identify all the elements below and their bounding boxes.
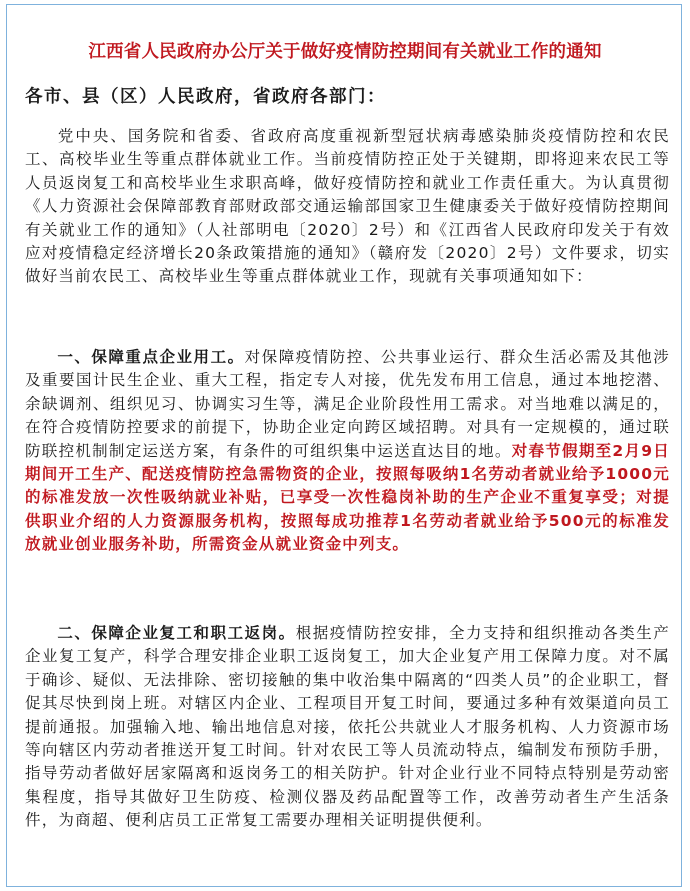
section-1-heading: 一、保障重点企业用工。: [57, 348, 245, 366]
document-title: 江西省人民政府办公厅关于做好疫情防控期间有关就业工作的通知: [88, 42, 602, 62]
section-1-highlight: 对春节假期至2月9日期间开工生产、配送疫情防控急需物资的企业，按照每吸纳1名劳动者就业给予1000元的标准发放一次性吸纳就业补贴，已享受一次性稳岗补助的生产企业不重复享受；对提供职业介绍的人力资源服务机构，按照每成功推荐1名劳动者就业给予500元的标准发放就业创业服务补助，所需资金从就业资金中列支。: [25, 441, 670, 554]
section-2-paragraph: [25, 622, 670, 833]
section-2-body: 根据疫情防控安排，全力支持和组织推动各类生产企业复工复产，科学合理安排企业职工返岗复工，加大企业复产用工保障力度。对不属于确诊、疑似、无法排除、密切接触的集中收治集中隔离的“四类人员”的企业职工，督促其尽快到岗上班。对辖区内企业、工程项目开复工时间，要通过多种有效渠道向员工提前通报。加强输入地、输出地信息对接，依托公共就业人才服务机构、人力资源市场等向辖区内劳动者推送开复工时间。针对农民工等人员流动特点，编制发布预防手册，指导劳动者做好居家隔离和返岗务工的相关防护。针对企业行业不同特点特别是劳动密集程度，指导其做好卫生防疫、检测仪器及药品配置等工作，改善劳动者生产生活条件，为商超、便利店员工正常复工需要办理相关证明提供便利。: [25, 624, 670, 830]
intro-paragraph: [25, 125, 670, 289]
section-2-heading: 二、保障企业复工和职工返岗。: [57, 624, 296, 642]
document-frame: [6, 4, 682, 887]
section-1-body: 对保障疫情防控、公共事业运行、群众生活必需及其他涉及重要国计民生企业、重大工程，指定专人对接，优先发布用工信息，通过本地挖潜、余缺调剂、组织见习、协调实习生等，满足企业阶段性用工需求。对当地难以满足的，在符合疫情防控要求的前提下，协助企业定向跨区域招聘。对具有一定规模的，通过联防联控机制制定运送方案，有条件的可组织集中运送直达目的地。: [25, 348, 670, 460]
intro-text: 党中央、国务院和省委、省政府高度重视新型冠状病毒感染肺炎疫情防控和农民工、高校毕业生等重点群体就业工作。当前疫情防控正处于关键期，即将迎来农民工等人员返岗复工和高校毕业生求职高峰，做好疫情防控和就业工作责任重大。为认真贯彻《人力资源社会保障部教育部财政部交通运输部国家卫生健康委关于做好疫情防控期间有关就业工作的通知》（人社部明电〔2020〕2号）和《江西省人民政府印发关于有效应对疫情稳定经济增长20条政策措施的通知》（赣府发〔2020〕2号）文件要求，切实做好当前农民工、高校毕业生等重点群体就业工作，现就有关事项通知如下：: [25, 127, 670, 286]
salutation: 各市、县（区）人民政府，省政府各部门：: [25, 87, 386, 107]
section-1-paragraph: [25, 346, 670, 557]
